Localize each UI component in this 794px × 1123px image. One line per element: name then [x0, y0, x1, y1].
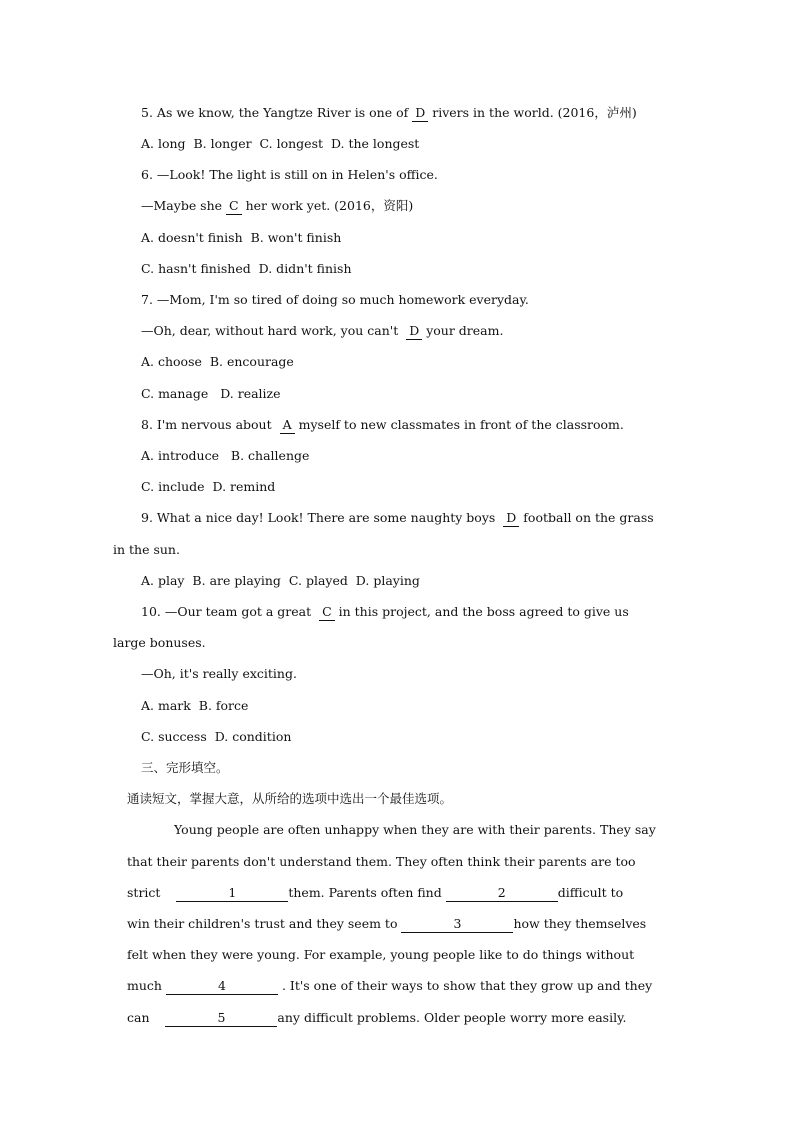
cloze-blank-2[interactable]: 2 — [446, 885, 558, 902]
passage-text: can — [127, 1010, 150, 1025]
question-7 — [141, 292, 529, 308]
question-number: 6. — [141, 167, 153, 182]
reply-text: —Maybe she — [141, 198, 223, 213]
question-stem-continued: in the sun. — [113, 542, 180, 557]
options-line: A. doesn't finish B. won't finish — [141, 230, 342, 245]
question-number: 8. — [141, 417, 153, 432]
passage-text: win their children's trust and they seem to — [127, 916, 398, 931]
question-stem-end: football on the grass — [523, 510, 654, 525]
question-stem: What a nice day! Look! There are some naughty boys — [156, 510, 496, 525]
question-stem-end: rivers in the world. (2016，泸州) — [432, 105, 637, 120]
options-line: C. manage D. realize — [141, 386, 281, 401]
passage-line: that their parents don't understand them. They often think their parents are too — [127, 854, 636, 869]
options-line: C. hasn't finished D. didn't finish — [141, 261, 352, 276]
question-number: 5. — [141, 105, 153, 120]
passage-line: felt when they were young. For example, young people like to do things without — [127, 947, 635, 962]
answer-filled: D — [406, 323, 422, 340]
passage-line — [127, 885, 623, 902]
passage-line: Young people are often unhappy when they are with their parents. They say — [174, 822, 656, 837]
question-9 — [141, 510, 654, 527]
reply-text-end: her work yet. (2016，资阳) — [245, 198, 414, 213]
cloze-blank-3[interactable]: 3 — [401, 916, 513, 933]
cloze-blank-4[interactable]: 4 — [166, 978, 278, 995]
passage-text: any difficult problems. Older people worry more easily. — [277, 1010, 627, 1025]
question-stem: I'm nervous about — [156, 417, 272, 432]
options-line: A. play B. are playing C. played D. playing — [141, 573, 420, 588]
passage-text: how they themselves — [513, 916, 647, 931]
options-line: A. mark B. force — [141, 698, 249, 713]
question-stem: —Our team got a great — [164, 604, 312, 619]
answer-filled: C — [319, 604, 335, 621]
question-stem-continued: large bonuses. — [113, 635, 206, 650]
passage-text: strict — [127, 885, 161, 900]
options-line: A. introduce B. challenge — [141, 448, 310, 463]
options-line: A. long B. longer C. longest D. the longest — [141, 136, 420, 151]
question-number: 10. — [141, 604, 161, 619]
question-10 — [141, 604, 629, 621]
dialogue-reply — [141, 323, 503, 340]
options-line: C. success D. condition — [141, 729, 292, 744]
passage-text: . It's one of their ways to show that they grow up and they — [281, 978, 653, 993]
cloze-blank-5[interactable]: 5 — [165, 1010, 277, 1027]
options-line: A. choose B. encourage — [141, 354, 294, 369]
question-5 — [141, 105, 637, 122]
question-stem: —Look! The light is still on in Helen's office. — [156, 167, 438, 182]
passage-line — [127, 916, 646, 933]
passage-text: much — [127, 978, 162, 993]
answer-filled: A — [280, 417, 295, 434]
question-number: 7. — [141, 292, 153, 307]
section-instruction: 通读短文，掌握大意，从所给的选项中选出一个最佳选项。 — [127, 791, 453, 806]
answer-filled: C — [226, 198, 242, 215]
answer-filled: D — [412, 105, 428, 122]
question-stem-end: myself to new classmates in front of the classroom. — [298, 417, 624, 432]
passage-line — [127, 1010, 626, 1027]
cloze-blank-1[interactable]: 1 — [176, 885, 288, 902]
reply-text-end: your dream. — [426, 323, 504, 338]
options-line: C. include D. remind — [141, 479, 276, 494]
dialogue-reply — [141, 198, 413, 215]
dialogue-reply: —Oh, it's really exciting. — [141, 666, 297, 681]
question-6 — [141, 167, 438, 183]
passage-text: them. Parents often find — [288, 885, 442, 900]
question-stem: As we know, the Yangtze River is one of — [156, 105, 409, 120]
answer-filled: D — [503, 510, 519, 527]
question-8 — [141, 417, 624, 434]
section-heading: 三、完形填空。 — [141, 760, 229, 775]
passage-line — [127, 978, 652, 995]
question-stem-end: in this project, and the boss agreed to give us — [338, 604, 629, 619]
question-number: 9. — [141, 510, 153, 525]
reply-text: —Oh, dear, without hard work, you can't — [141, 323, 399, 338]
question-stem: —Mom, I'm so tired of doing so much homework everyday. — [156, 292, 529, 307]
passage-text: difficult to — [557, 885, 624, 900]
